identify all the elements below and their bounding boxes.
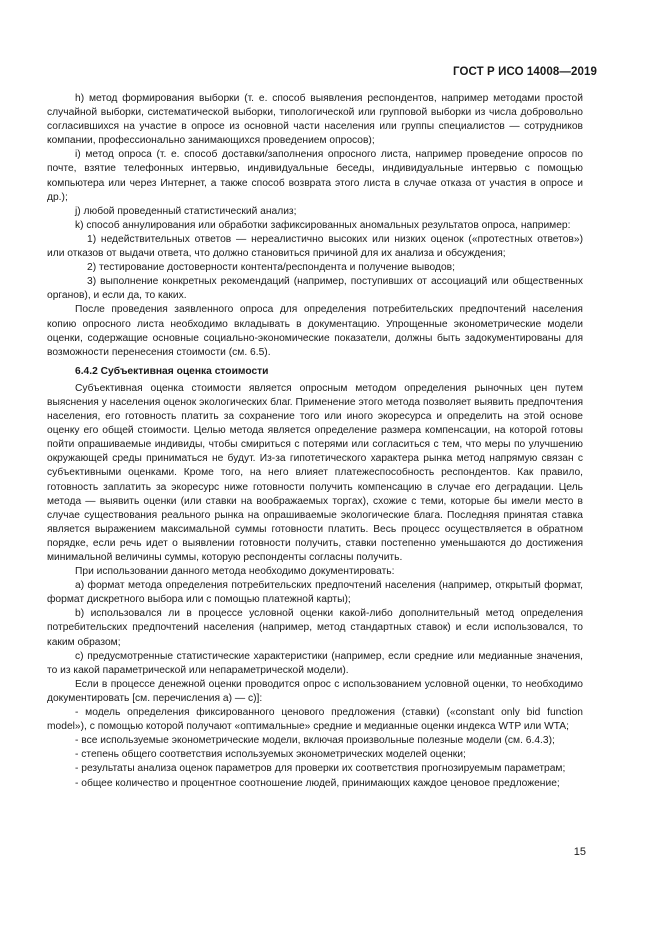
dash-item: - общее количество и процентное соотношение людей, принимающих каждое ценовое предложение; (75, 777, 560, 789)
list-item-k: k) способ аннулирования или обработки зафиксированных аномальных результатов опроса, например: (75, 219, 571, 231)
list-item-j: j) любой проведенный статистический анализ; (75, 205, 297, 217)
list-item-h: h) метод формирования выборки (т. е. способ выявления респондентов, например методами простой случайной выборки, систематической выборки, типологической или групповой выборки из числа добровольно согласившихся на участие в опросе из основной части населения или группы специалистов — сотрудников компании, профессионально занимающихся проведением опросов); (47, 93, 583, 147)
list-item-a: a) формат метода определения потребительских предпочтений населения (например, открытый формат, формат дискретного выбора или с помощью платежной карты); (47, 580, 583, 606)
section-heading: 6.4.2 Субъективная оценка стоимости (75, 365, 269, 377)
list-item-c: c) предусмотренные статистические характеристики (например, если средние или медианные значения, то из какой параметрической или непараметрической модели). (47, 650, 583, 676)
paragraph: После проведения заявленного опроса для определения потребительских предпочтений населения копию опросного листа необходимо вкладывать в документацию. Упрощенные эконометрические модели оценки, содержащие основные социально-экономические показатели, должны быть задокументированы для возможности перенесения стоимости (см. 6.5). (47, 304, 583, 358)
dash-item: - все используемые эконометрические модели, включая произвольные полезные модели (см. 6.4.3); (75, 735, 555, 747)
dash-item: - результаты анализа оценок параметров для проверки их соответствия прогнозируемым параметрам; (75, 763, 566, 775)
sub-item-3: 3) выполнение конкретных рекомендаций (например, поступивших от ассоциаций или общественных органов), и если да, то каких. (47, 276, 583, 302)
sub-item-1: 1) недействительных ответов — нереалистично высоких или низких оценок («протестных ответов») или отказов от выдачи ответа, что должно становиться причиной для их анализа и обсуждения; (47, 233, 583, 260)
document-header: ГОСТ Р ИСО 14008—2019 (452, 66, 597, 78)
page-number: 15 (573, 846, 586, 858)
paragraph: Субъективная оценка стоимости является опросным методом определения рыночных цен путем выяснения у населения оценок экологических благ. Применение этого метода позволяет выявить предпочтения населения, его готовность платить за сохранение того или иного экоресурса и определить на этой основе оценку его общей стоимости. Целью метода является определение размера компенсации, на которой готовы пойти опрашиваемые индивиды, чтобы смириться с потерями или согласиться с тем, что меры по улучшению окружающей среды приниматься не будут. Из-за гипотетического характера рынка метод напрямую связан с субъективными оценками. Кроме того, на него влияет платежеспособность респондентов. Как правило, готовность заплатить за экоресурс ниже готовности получить компенсацию в случае его деградации. Цель метода — выявить оценки (или ставки на воображаемых торгах), схожие с теми, которые бы имели место в случае существования реального рынка на опрашиваемые экологические блага. Последняя принятая ставка является выражением максимальной суммы готовности платить. Весь процесс осуществляется в обратном порядке, если речь идет о выявлении готовности получить, ставки постепенно уменьшаются до достижения минимальной величины суммы, которую респонденты согласны получить. (47, 382, 583, 563)
paragraph: При использовании данного метода необходимо документировать: (75, 566, 395, 578)
paragraph: Если в процессе денежной оценки проводится опрос с использованием условной оценки, то необходимо документировать [см. перечисления а) — с)]: (47, 678, 583, 704)
sub-item-2: 2) тестирование достоверности контента/респондента и получение выводов; (87, 262, 455, 274)
list-item-b: b) использовался ли в процессе условной оценки какой-либо дополнительный метод определения потребительских предпочтений населения (например, метод стандартных ставок) и если использовался, то каким образом; (47, 608, 583, 648)
dash-item: - модель определения фиксированного ценового предложения (ставки) («constant only bid function model»), с помощью которой получают «оптимальные» средние и медианные оценки индекса WTP или WTA; (47, 707, 583, 733)
dash-item: - степень общего соответствия используемых эконометрических моделей оценки; (75, 749, 466, 761)
list-item-i: i) метод опроса (т. е. способ доставки/заполнения опросного листа, например проведение опросов по почте, взятие телефонных интервью, индивидуальные беседы, индивидуальные интервью с помощью компьютера или через Интернет, а также способ возврата этого листа в случае отказа от участия в опросе и др.); (47, 149, 583, 203)
document-body (47, 92, 583, 791)
